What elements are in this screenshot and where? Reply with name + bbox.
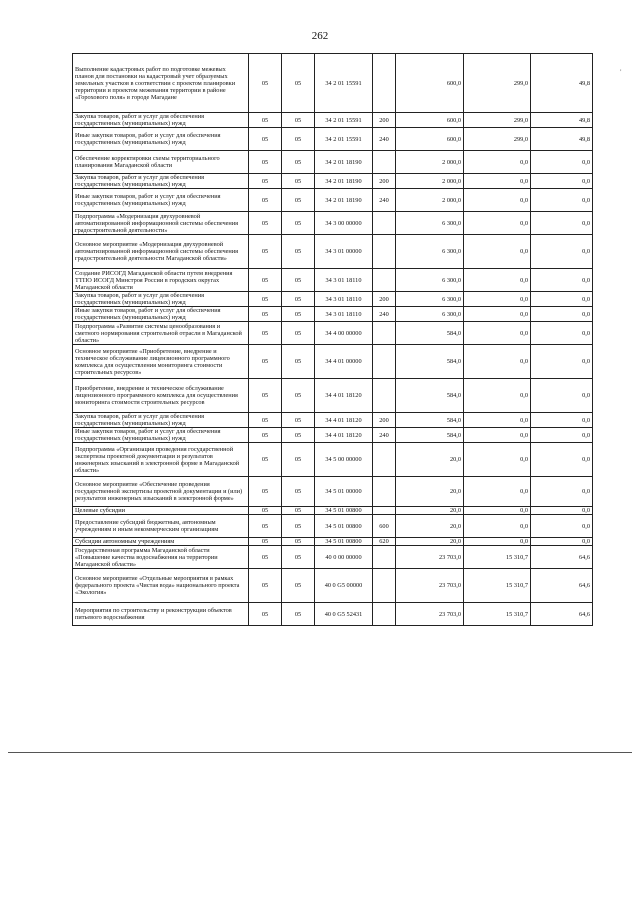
subsection-code: 05 — [282, 235, 315, 269]
expense-type-code: 600 — [373, 515, 396, 538]
row-name: Закупка товаров, работ и услуг для обеспечения государственных (муниципальных) нужд — [73, 174, 249, 189]
subsection-code: 05 — [282, 379, 315, 413]
execution-percent: 0,0 — [531, 413, 593, 428]
executed-amount: 0,0 — [464, 269, 531, 292]
execution-percent: 0,0 — [531, 212, 593, 235]
execution-percent: 64,6 — [531, 546, 593, 569]
planned-amount: 584,0 — [396, 322, 464, 345]
planned-amount: 584,0 — [396, 413, 464, 428]
row-name: Мероприятия по строительству и реконструкции объектов питьевого водоснабжения — [73, 603, 249, 626]
planned-amount: 20,0 — [396, 507, 464, 515]
target-article-code: 34 5 00 00000 — [315, 443, 373, 477]
executed-amount: 0,0 — [464, 538, 531, 546]
execution-percent: 0,0 — [531, 477, 593, 507]
target-article-code: 34 3 01 18110 — [315, 292, 373, 307]
target-article-code: 34 2 01 15591 — [315, 113, 373, 128]
page-number: 262 — [311, 30, 329, 42]
executed-amount: 0,0 — [464, 151, 531, 174]
table-row — [73, 322, 593, 345]
table-row — [73, 538, 593, 546]
row-name: Государственная программа Магаданской области «Повышение качества водоснабжения на территории Магаданской области» — [73, 546, 249, 569]
expense-type-code: 620 — [373, 538, 396, 546]
section-code: 05 — [249, 345, 282, 379]
section-code: 05 — [249, 515, 282, 538]
table-row — [73, 54, 593, 113]
row-name: Иные закупки товаров, работ и услуг для обеспечения государственных (муниципальных) нужд — [73, 307, 249, 322]
executed-amount: 0,0 — [464, 507, 531, 515]
subsection-code: 05 — [282, 212, 315, 235]
subsection-code: 05 — [282, 507, 315, 515]
executed-amount: 0,0 — [464, 515, 531, 538]
planned-amount: 600,0 — [396, 113, 464, 128]
execution-percent: 0,0 — [531, 151, 593, 174]
execution-percent: 0,0 — [531, 515, 593, 538]
execution-percent: 0,0 — [531, 428, 593, 443]
section-code: 05 — [249, 322, 282, 345]
executed-amount: 0,0 — [464, 212, 531, 235]
planned-amount: 584,0 — [396, 379, 464, 413]
section-code: 05 — [249, 546, 282, 569]
executed-amount: 299,0 — [464, 113, 531, 128]
table-body — [73, 54, 593, 626]
planned-amount: 600,0 — [396, 128, 464, 151]
executed-amount: 0,0 — [464, 292, 531, 307]
execution-percent: 49,8 — [531, 128, 593, 151]
budget-table — [72, 53, 593, 626]
row-name: Закупка товаров, работ и услуг для обеспечения государственных (муниципальных) нужд — [73, 413, 249, 428]
table-row — [73, 345, 593, 379]
executed-amount: 0,0 — [464, 345, 531, 379]
section-code: 05 — [249, 128, 282, 151]
expense-type-code — [373, 443, 396, 477]
table-row — [73, 151, 593, 174]
executed-amount: 0,0 — [464, 443, 531, 477]
planned-amount: 20,0 — [396, 538, 464, 546]
expense-type-code: 240 — [373, 189, 396, 212]
planned-amount: 6 300,0 — [396, 212, 464, 235]
planned-amount: 6 300,0 — [396, 269, 464, 292]
executed-amount: 15 310,7 — [464, 546, 531, 569]
planned-amount: 20,0 — [396, 477, 464, 507]
section-code: 05 — [249, 603, 282, 626]
execution-percent: 0,0 — [531, 345, 593, 379]
target-article-code: 34 3 00 00000 — [315, 212, 373, 235]
subsection-code: 05 — [282, 603, 315, 626]
planned-amount: 23 703,0 — [396, 546, 464, 569]
target-article-code: 34 3 01 18110 — [315, 307, 373, 322]
execution-percent: 49,8 — [531, 54, 593, 113]
subsection-code: 05 — [282, 307, 315, 322]
subsection-code: 05 — [282, 538, 315, 546]
subsection-code: 05 — [282, 428, 315, 443]
expense-type-code — [373, 151, 396, 174]
row-name: Основное мероприятие «Обеспечение проведения государственной экспертизы проектной документации и (или) результатов инженерных изысканий в электронной форме» — [73, 477, 249, 507]
row-name: Закупка товаров, работ и услуг для обеспечения государственных (муниципальных) нужд — [73, 113, 249, 128]
row-name: Иные закупки товаров, работ и услуг для обеспечения государственных (муниципальных) нужд — [73, 128, 249, 151]
page-divider — [8, 752, 632, 753]
executed-amount: 0,0 — [464, 189, 531, 212]
expense-type-code — [373, 546, 396, 569]
planned-amount: 20,0 — [396, 515, 464, 538]
subsection-code: 05 — [282, 515, 315, 538]
section-code: 05 — [249, 292, 282, 307]
table-row — [73, 507, 593, 515]
execution-percent: 49,8 — [531, 113, 593, 128]
executed-amount: 0,0 — [464, 477, 531, 507]
subsection-code: 05 — [282, 269, 315, 292]
target-article-code: 34 4 01 18120 — [315, 413, 373, 428]
section-code: 05 — [249, 507, 282, 515]
execution-percent: 0,0 — [531, 507, 593, 515]
row-name: Подпрограмма «Развитие системы ценообразования и сметного нормирования строительной отрасли в Магаданской области» — [73, 322, 249, 345]
section-code: 05 — [249, 174, 282, 189]
target-article-code: 40 0 G5 52431 — [315, 603, 373, 626]
row-name: Иные закупки товаров, работ и услуг для обеспечения государственных (муниципальных) нужд — [73, 428, 249, 443]
target-article-code: 34 3 01 18110 — [315, 269, 373, 292]
table-row — [73, 189, 593, 212]
table-row — [73, 269, 593, 292]
target-article-code: 34 2 01 15591 — [315, 128, 373, 151]
table-row — [73, 128, 593, 151]
target-article-code: 34 5 01 00800 — [315, 538, 373, 546]
section-code: 05 — [249, 189, 282, 212]
execution-percent: 0,0 — [531, 307, 593, 322]
planned-amount: 20,0 — [396, 443, 464, 477]
expense-type-code — [373, 507, 396, 515]
execution-percent: 0,0 — [531, 269, 593, 292]
subsection-code: 05 — [282, 113, 315, 128]
subsection-code: 05 — [282, 546, 315, 569]
target-article-code: 34 2 01 18190 — [315, 151, 373, 174]
planned-amount: 6 300,0 — [396, 292, 464, 307]
row-name: Создание РИСОГД Магаданской области путем внедрения ТТПО ИСОГД Минстроя России в городских округах Магаданской области — [73, 269, 249, 292]
section-code: 05 — [249, 413, 282, 428]
execution-percent: 0,0 — [531, 235, 593, 269]
expense-type-code — [373, 603, 396, 626]
expense-type-code: 200 — [373, 113, 396, 128]
section-code: 05 — [249, 235, 282, 269]
subsection-code: 05 — [282, 443, 315, 477]
executed-amount: 0,0 — [464, 235, 531, 269]
table-row — [73, 379, 593, 413]
row-name: Основное мероприятие «Отдельные мероприятия в рамках федерального проекта «Чистая вода» национального проекта «Экология» — [73, 569, 249, 603]
executed-amount: 15 310,7 — [464, 569, 531, 603]
section-code: 05 — [249, 379, 282, 413]
planned-amount: 23 703,0 — [396, 569, 464, 603]
target-article-code: 34 5 01 00800 — [315, 515, 373, 538]
execution-percent: 0,0 — [531, 538, 593, 546]
executed-amount: 0,0 — [464, 413, 531, 428]
section-code: 05 — [249, 428, 282, 443]
table-row — [73, 292, 593, 307]
table-row — [73, 428, 593, 443]
row-name: Целевые субсидии — [73, 507, 249, 515]
table-row — [73, 443, 593, 477]
row-name: Основное мероприятие «Модернизация двухуровневой автоматизированной информационной системы обеспечения градостроительной деятельности Магаданской области» — [73, 235, 249, 269]
planned-amount: 584,0 — [396, 428, 464, 443]
target-article-code: 34 4 01 00000 — [315, 345, 373, 379]
row-name: Закупка товаров, работ и услуг для обеспечения государственных (муниципальных) нужд — [73, 292, 249, 307]
section-code: 05 — [249, 269, 282, 292]
planned-amount: 2 000,0 — [396, 174, 464, 189]
section-code: 05 — [249, 212, 282, 235]
planned-amount: 600,0 — [396, 54, 464, 113]
section-code: 05 — [249, 443, 282, 477]
executed-amount: 0,0 — [464, 428, 531, 443]
execution-percent: 64,6 — [531, 569, 593, 603]
target-article-code: 34 4 00 00000 — [315, 322, 373, 345]
subsection-code: 05 — [282, 477, 315, 507]
row-name: Обеспечение корректировки схемы территориального планирования Магаданской области — [73, 151, 249, 174]
row-name: Иные закупки товаров, работ и услуг для обеспечения государственных (муниципальных) нужд — [73, 189, 249, 212]
executed-amount: 299,0 — [464, 128, 531, 151]
expense-type-code: 240 — [373, 128, 396, 151]
table-row — [73, 477, 593, 507]
subsection-code: 05 — [282, 292, 315, 307]
target-article-code: 40 0 00 00000 — [315, 546, 373, 569]
row-name: Подпрограмма «Модернизация двухуровневой автоматизированной информационной системы обеспечения градостроительной деятельности» — [73, 212, 249, 235]
subsection-code: 05 — [282, 322, 315, 345]
expense-type-code — [373, 212, 396, 235]
row-name: Выполнение кадастровых работ по подготовке межевых планов для постановки на кадастровый учет образуемых земельных участков в соответствии с проектом планировки территории и проектом межевания территории в районе «Горохового поля» в городе Магадане — [73, 54, 249, 113]
executed-amount: 299,0 — [464, 54, 531, 113]
subsection-code: 05 — [282, 128, 315, 151]
planned-amount: 23 703,0 — [396, 603, 464, 626]
expense-type-code — [373, 235, 396, 269]
subsection-code: 05 — [282, 413, 315, 428]
table-row — [73, 212, 593, 235]
table-row — [73, 603, 593, 626]
table-row — [73, 515, 593, 538]
expense-type-code: 240 — [373, 307, 396, 322]
target-article-code: 34 5 01 00000 — [315, 477, 373, 507]
subsection-code: 05 — [282, 151, 315, 174]
section-code: 05 — [249, 477, 282, 507]
row-name: Основное мероприятие «Приобретение, внедрение и техническое обслуживание лицензионного программного комплекса для осуществления мониторинга стоимости строительных ресурсов» — [73, 345, 249, 379]
executed-amount: 0,0 — [464, 307, 531, 322]
expense-type-code — [373, 269, 396, 292]
table-row — [73, 413, 593, 428]
target-article-code: 34 4 01 18120 — [315, 428, 373, 443]
planned-amount: 6 300,0 — [396, 235, 464, 269]
target-article-code: 34 2 01 15591 — [315, 54, 373, 113]
planned-amount: 584,0 — [396, 345, 464, 379]
target-article-code: 34 3 01 00000 — [315, 235, 373, 269]
target-article-code: 34 4 01 18120 — [315, 379, 373, 413]
section-code: 05 — [249, 569, 282, 603]
target-article-code: 34 5 01 00800 — [315, 507, 373, 515]
section-code: 05 — [249, 151, 282, 174]
execution-percent: 0,0 — [531, 379, 593, 413]
planned-amount: 2 000,0 — [396, 151, 464, 174]
row-name: Подпрограмма «Организация проведения государственной экспертизы проектной документации и результатов инженерных изысканий в электронной форме в Магаданской области» — [73, 443, 249, 477]
expense-type-code: 200 — [373, 413, 396, 428]
executed-amount: 15 310,7 — [464, 603, 531, 626]
execution-percent: 0,0 — [531, 174, 593, 189]
executed-amount: 0,0 — [464, 379, 531, 413]
section-code: 05 — [249, 54, 282, 113]
row-name: Предоставление субсидий бюджетным, автономным учреждениям и иным некоммерческим организациям — [73, 515, 249, 538]
target-article-code: 40 0 G5 00000 — [315, 569, 373, 603]
subsection-code: 05 — [282, 345, 315, 379]
section-code: 05 — [249, 538, 282, 546]
subsection-code: 05 — [282, 189, 315, 212]
expense-type-code: 240 — [373, 428, 396, 443]
planned-amount: 2 000,0 — [396, 189, 464, 212]
expense-type-code — [373, 477, 396, 507]
target-article-code: 34 2 01 18190 — [315, 174, 373, 189]
section-code: 05 — [249, 113, 282, 128]
margin-mark: , — [620, 66, 622, 72]
planned-amount: 6 300,0 — [396, 307, 464, 322]
execution-percent: 64,6 — [531, 603, 593, 626]
expense-type-code: 200 — [373, 292, 396, 307]
table-row — [73, 307, 593, 322]
execution-percent: 0,0 — [531, 322, 593, 345]
subsection-code: 05 — [282, 569, 315, 603]
section-code: 05 — [249, 307, 282, 322]
execution-percent: 0,0 — [531, 443, 593, 477]
executed-amount: 0,0 — [464, 322, 531, 345]
subsection-code: 05 — [282, 174, 315, 189]
table-row — [73, 235, 593, 269]
table-row — [73, 569, 593, 603]
table-row — [73, 546, 593, 569]
table-row — [73, 174, 593, 189]
expense-type-code: 200 — [373, 174, 396, 189]
expense-type-code — [373, 379, 396, 413]
expense-type-code — [373, 322, 396, 345]
execution-percent: 0,0 — [531, 292, 593, 307]
subsection-code: 05 — [282, 54, 315, 113]
executed-amount: 0,0 — [464, 174, 531, 189]
row-name: Приобретение, внедрение и техническое обслуживание лицензионного программного комплекса для осуществления мониторинга стоимости строительных ресурсов — [73, 379, 249, 413]
expense-type-code — [373, 345, 396, 379]
expense-type-code — [373, 569, 396, 603]
expense-type-code — [373, 54, 396, 113]
row-name: Субсидии автономным учреждениям — [73, 538, 249, 546]
table-row — [73, 113, 593, 128]
target-article-code: 34 2 01 18190 — [315, 189, 373, 212]
execution-percent: 0,0 — [531, 189, 593, 212]
